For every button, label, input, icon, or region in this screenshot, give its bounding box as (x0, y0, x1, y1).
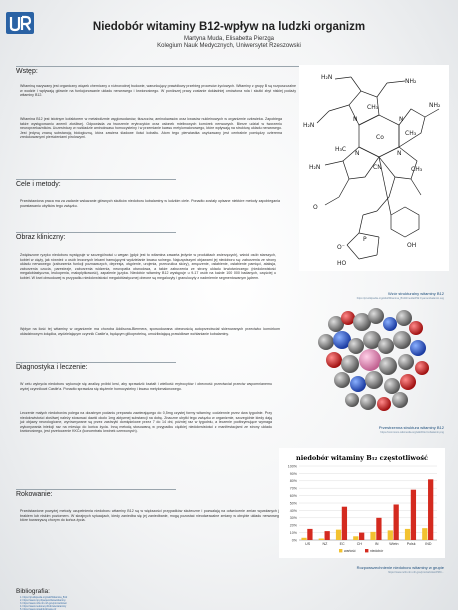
bibliography-link[interactable]: 3. https://www.ncbi.nlm.nih.gov/pmc/articles/ (20, 602, 67, 605)
figure-2-source: https://commons.wikimedia.org/wiki/File:Cobalamin.png (380, 431, 444, 434)
chart-y-tick-label: 40% (289, 508, 297, 513)
bibliography-link[interactable]: 2. https://www.mp.pl/pacjent/dieta/witaminy (20, 599, 66, 602)
chart-x-tick-label: IND (425, 542, 432, 546)
deficiency-bar-chart (279, 448, 445, 558)
figure-1-source: https://pl.wikipedia.org/wiki/Witamina_B12#/media/Plik:Cyanocobalamin.svg (356, 297, 444, 300)
chart-y-tick-label: 10% (289, 531, 297, 535)
chart-x-tick-label: US (305, 542, 311, 546)
obraz-paragraph-2: Wpływ na ilość tej witaminy w organizmie ma choroba Addisona-Biermera, spowodowana obecnością autoprzeciwciał skierowanych przeciwko komórkom okładzinowym żołądka, wydzielającym czynnik Castle'a, będącym glikoproteiną, umożliwiającą prawidłowe wchłanianie kobalaminy. (20, 327, 280, 336)
chart-y-tick-label: 100% (287, 464, 297, 469)
chart-legend-swatch (339, 549, 342, 552)
chart-bar (388, 530, 393, 540)
section-heading-rokowanie: Rokowanie: (16, 491, 53, 498)
amine-label: H₂N (309, 164, 321, 171)
section-heading-obraz: Obraz kliniczny: (16, 234, 66, 241)
figure-1-caption: Wzór strukturalny witaminy B12 (387, 291, 444, 296)
cobalt-label: Co (376, 134, 384, 141)
chart-bar (428, 479, 433, 540)
obraz-paragraph-1: Zwiększone ryzyko niedoboru występuje w szczególności u wegan (gdyż jest to witamina zawarta jedynie w produktach zwierzęcych), wśród osób starszych, kobiet w ciąży, jak również u osób leczonych lekami hamującymi wydzielanie kwasu solnego. Najczęstszymi objawami jej niedoboru są: zaburzenia ze strony układu nerwowego (zaburzenia funkcji poznawczych, depresja, otępienie, urojenia, przeczulica skóry), zmęczenie, osłabienie, osłabienie pamięci, ataksja, zaburzenia czucia, parestezje, zaburzenia widzenia, neuropatia obwodowa, a także zaburzenia ze strony układu krwiotwórczego (niedokrwistość megaloblastyczna, leukopenia, małopłytkowość), zapalenie języka. Niedobór witaminy B12 występuje u 9-17 osób na każde 100 000 badanych, częściej u kobiet. W krwi obwodowej w przypadku niedokrwistości megaloblastycznej obecne są megalocyty i granulocyty z nadmiernie segmentowanym jądrem. (20, 253, 276, 280)
chart-x-tick-label: CH (356, 542, 362, 546)
bibliography-link[interactable]: 4. https://www.medonet.pl/zdrowie/witaminy (20, 605, 67, 608)
diagnostyka-paragraph-1: W celu wykrycia niedoboru wykonuje się analizę próbki krwi, aby sprawdzić kształt i wielkość erytrocytów i obecność przeciwciał przeciw wspomnianemu wyżej czynnikowi Castle'a. Ponadto sprawdza się stężenie homocysteiny i kwasu metylomalonowego. (20, 382, 272, 391)
methyl-label: H₃C (335, 146, 347, 153)
chart-legend-label: wartość (344, 549, 356, 553)
chart-bar (422, 528, 427, 540)
structural-formula-image (299, 65, 449, 271)
chart-grid (299, 466, 437, 540)
cyano-label: CN (373, 164, 382, 171)
oxygen-label: O (313, 204, 318, 211)
figure-2-caption: Przestrzenna struktura witaminy B12 (378, 425, 444, 430)
chart-bar (359, 533, 364, 540)
wstep-paragraph-2: Witamina B12 jest istotnym kofaktorem w metabolizmie węglowodanów, tłuszczów, aminokwasów oraz kwasów nukleinowych w organizmie człowieka. Zapobiega także występowaniu anemii złośliwej. Odpowiada za tworzenie erytrocytów oraz osłonek mielinowych komórek nerwowych. Bierze udział w tworzeniu neuroprzekaźników. Uczestniczy w rozkładzie aminokwasu homocysteiny i w przemianie kwasu metylomalonowego, które wpływają na strukturę układu nerwowego. Jest jedyną znaną substancją biologiczną, która zawiera śladowe ilości kobaltu. Atom tego pierwiastka usytuowany jest centralnie pomiędzy czterema zredukowanymi pierścieniami pirolowymi. (20, 117, 282, 139)
chart-bar (411, 490, 416, 540)
amine-label: H₂N (321, 74, 333, 81)
chart-bar (394, 504, 399, 540)
chart-x-tick-label: NZ (322, 542, 328, 546)
divider (16, 489, 176, 490)
affiliation: Kolegium Nauk Medycznych, Uniwersytet Rzeszowski (157, 43, 301, 49)
chart-x-tick-label: Wietn (389, 542, 399, 546)
chart-y-tick-label: 60% (289, 494, 297, 498)
divider (16, 66, 301, 67)
bibliography-link[interactable]: 5. https://www.poradnikzdrowie.pl/ (20, 608, 57, 610)
chart-y-tick-label: 50% (289, 501, 297, 506)
wstep-paragraph-1: Witaminą nazywany jest organiczny wiązek chemiczny o różnorodnej budowie, warunkujący prawidłowy przebieg procesów życiowych. Witaminy z grupy B są rozpuszczalne w wodzie i wpływają głównie na funkcjonowanie układu nerwowego i krwionośnego. W poniższej pracy zostanie dokładniej omówiona rola i skutki zbyt niskiej podaży witaminy B12. (20, 84, 296, 97)
poster-title: Niedobór witaminy B12-wpływ na ludzki organizm (92, 21, 366, 33)
bibliography-heading: Bibliografia: (16, 588, 50, 595)
chart-y-tick-label: 70% (289, 486, 297, 491)
nitrogen-label: N (355, 150, 360, 157)
authors: Martyna Muda, Elisabetta Pierzga (183, 36, 275, 42)
methyl-label: CH₃ (367, 104, 379, 111)
bibliography-link[interactable]: 1. https://pl.wikipedia.org/wiki/Witamina_B12 (20, 596, 68, 599)
chart-x-tick-label: IN (374, 542, 379, 546)
rokowanie-paragraph-1: Przedstawione powyżej metody uzupełnienia niedoboru witaminy B12 są w większości przypadków skuteczne i pozwalają na odwrócenie zmian wywołanych jej brakiem lub niskim poziomem. W skrajnych sytuacjach, kiedy zaniedba się jej zaniedbanie, mogą pozostać nieodwracalne zmiany w obrębie układu nerwowego, które towarzyszą chorym do końca życia. (20, 509, 282, 522)
chart-bar (370, 532, 375, 540)
chart-x-tick-label: Polsk (406, 542, 416, 546)
amine-label: NH₂ (405, 78, 417, 85)
chart-bar (376, 518, 381, 540)
phosphorus-label: P (363, 236, 367, 243)
3d-molecule-model-image (306, 302, 440, 420)
hydroxyl-label: HO (337, 260, 347, 267)
diagnostyka-paragraph-2: Leczenie małych niedoborów polega na doustnym podaniu preparatu zawierającego do 0,5mg czystej formy witaminy, codziennie przez dwa tygodnie. Przy niedokrwistości złośliwej należy stosować dawki około 1mg aktywnej substancji na dobę. Znaczne ubytki tego związku w organizmie, szczególnie kiedy dają już objawy neurologiczne, wyrównywane są przez zastrzyki domięśniowe przez 7 do 14 dni, później raz w tygodniu, a leczenie podtrzymujące wymaga wykonywania iniekcji raz na miesiąc do końca życia. Inną metodą stosowaną w przypadku ciężkiej niedokrwistości z manifestacjami ze strony układu krwionośnego, jest przetoczenie KKCz (koncentratu krwinek czerwonych). (20, 411, 272, 433)
figure-3-caption: Rozpowszechnienie niedoboru witaminy w grupie (356, 565, 444, 570)
methyl-label: CH₃ (411, 166, 423, 173)
chart-bar (336, 530, 341, 540)
chart-legend (339, 549, 384, 553)
bibliography-list (20, 596, 280, 610)
nitrogen-label: N (399, 116, 404, 123)
chart-bar (353, 536, 358, 540)
divider (16, 232, 176, 233)
nitrogen-label: N (353, 116, 358, 123)
cele-paragraph-1: Przedstawiona praca ma za zadanie wskazanie głównych skutków niedoboru kobalaminy w ludzkim ciele. Ponadto zostały opisane niektóre metody zapobiegania powstawaniu ubytków tego związku. (20, 199, 280, 208)
chart-bars (301, 479, 433, 540)
chart-y-tick-label: 30% (289, 516, 297, 521)
methyl-label: CH₃ (405, 130, 417, 137)
chart-y-ticks (288, 464, 298, 542)
chart-bar (301, 538, 306, 540)
chart-legend-swatch (365, 549, 368, 552)
divider (16, 362, 176, 363)
chart-y-tick-label: 20% (289, 523, 297, 528)
section-heading-cele: Cele i metody: (16, 181, 61, 188)
amine-label: H₂N (303, 122, 315, 129)
chart-bar (342, 507, 347, 540)
figure-3-source: https://www.ncbi.nlm.nih.gov/pmc/articles/PMC... (388, 571, 444, 574)
chart-legend-label: niedobór (370, 549, 384, 553)
section-heading-wstep: Wstęp: (16, 68, 38, 75)
chart-y-tick-label: 90% (289, 471, 297, 476)
section-heading-diagnostyka: Diagnostyka i leczenie: (16, 364, 88, 371)
chart-bar (405, 529, 410, 540)
chart-x-tick-label: EC (339, 542, 345, 546)
hydroxyl-label: OH (407, 242, 417, 249)
chart-bar (307, 529, 312, 540)
amine-label: NH₂ (429, 102, 441, 109)
chart-x-ticks (305, 542, 432, 546)
chart-bar (319, 539, 324, 540)
chart-y-tick-label: 0% (291, 538, 297, 543)
chart-title: niedobór witaminy B₁₂ częstotliwość (296, 454, 428, 462)
nitrogen-label: N (397, 150, 402, 157)
chart-y-tick-label: 80% (289, 479, 297, 484)
divider (16, 179, 176, 180)
chart-bar (325, 531, 330, 540)
oxide-label: O⁻ (337, 244, 345, 251)
